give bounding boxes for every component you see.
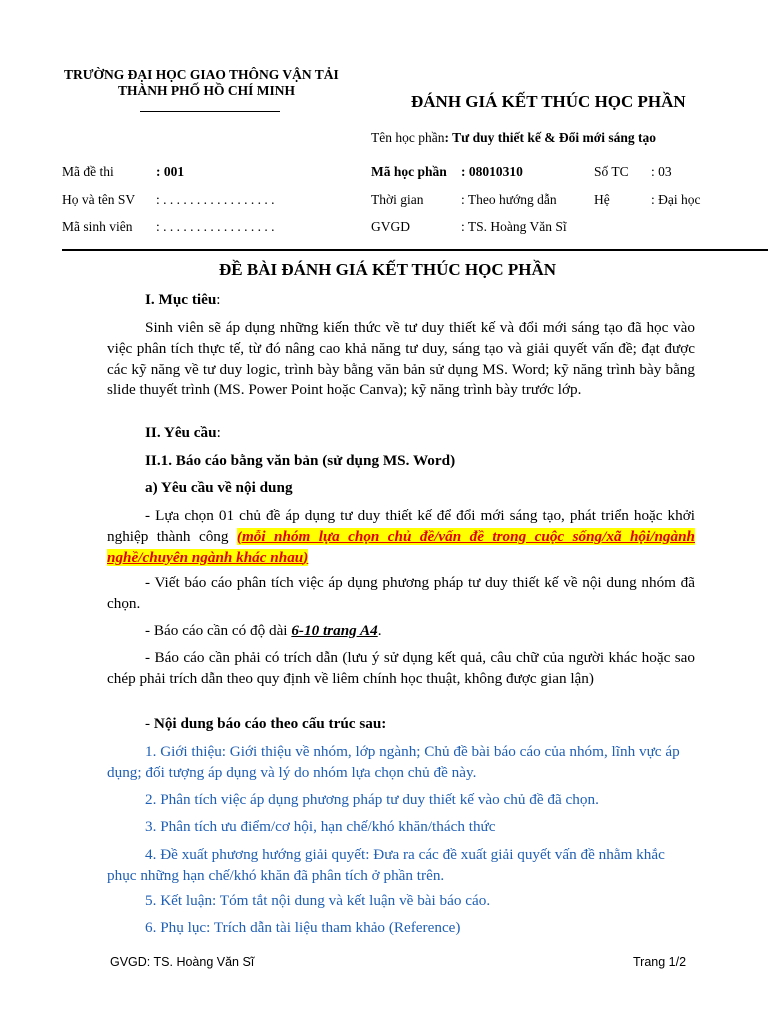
topic-highlight-close: ) xyxy=(303,548,309,566)
structure-item-2: 2. Phân tích việc áp dụng phương pháp tư duy thiết kế vào chủ đề đã chọn. xyxy=(145,791,599,808)
section-objectives-heading: I. Mục tiêu: xyxy=(145,291,221,308)
section-requirements-heading: II. Yêu cầu: xyxy=(145,424,221,441)
structure-item-5: 5. Kết luận: Tóm tắt nội dung và kết luận về bài báo cáo. xyxy=(145,892,491,909)
structure-item-1: 1. Giới thiệu: Giới thiệu về nhóm, lớp ngành; Chủ đề bài báo cáo của nhóm, lĩnh vực áp dụng; đối tượng áp dụng và lý do nhóm lựa chọn chủ đề này. xyxy=(107,743,680,781)
objectives-paragraph: Sinh viên sẽ áp dụng những kiến thức về tư duy thiết kế và đổi mới sáng tạo đã học vào việc phân tích thực tế, từ đó nâng cao khả năng tư duy, sáng tạo và giải quyết vấn đề; đạt được các kỹ năng về tư duy logic, trình bày bằng văn bản sử dụng MS. Word; kỹ năng trình bày bằng slide thuyết trình (MS. Power Point hoặc Canva); kỹ năng trình bày trước lớp. xyxy=(107,319,695,399)
time-value: : Theo hướng dẫn xyxy=(461,192,557,207)
footer-lecturer: GVGD: TS. Hoàng Văn Sĩ xyxy=(110,955,255,969)
requirement-topic: - Lựa chọn 01 chủ đề áp dụng tư duy thiết kế để đổi mới sáng tạo, phát triển hoặc khởi nghiệp thành công (mỗi nhóm lựa chọn chủ đề/vấn đề trong cuộc sống/xã hội/ngành nghề/chuyên ngành khác nhau) xyxy=(107,507,695,566)
report-subsection-heading: II.1. Báo cáo bằng văn bản (sử dụng MS. Word) xyxy=(145,452,456,469)
requirement-citation: - Báo cáo cần phải có trích dẫn (lưu ý sử dụng kết quả, câu chữ của người khác hoặc sao chép phải trích dẫn theo quy định về liêm chính học thuật, không được gian lận) xyxy=(107,649,695,687)
content-requirements-heading: a) Yêu cầu về nội dung xyxy=(145,479,293,496)
requirement-length: - Báo cáo cần có độ dài 6-10 trang A4. xyxy=(145,622,382,639)
lecturer-value: : TS. Hoàng Văn Sĩ xyxy=(461,219,567,234)
course-name-line xyxy=(371,130,656,146)
requirement-analysis: - Viết báo cáo phân tích việc áp dụng phương pháp tư duy thiết kế về nội dung nhóm đã chọn. xyxy=(107,574,695,612)
level-value: : Đại học xyxy=(651,192,701,207)
course-name-label: Tên học phần xyxy=(371,130,445,145)
credits-label: Số TC xyxy=(594,164,629,179)
university-underline xyxy=(140,111,280,112)
student-name-value: : . . . . . . . . . . . . . . . . . xyxy=(156,192,275,207)
exam-code-value: : 001 xyxy=(156,164,185,179)
topic-highlight-open: ( xyxy=(236,527,242,545)
student-id-value: : . . . . . . . . . . . . . . . . . xyxy=(156,219,275,234)
structure-item-4: 4. Đề xuất phương hướng giải quyết: Đưa ra các đề xuất giải quyết vấn đề nhằm khắc phục những hạn chế/khó khăn đã phân tích ở phần trên. xyxy=(107,846,665,884)
report-structure-heading: - Nội dung báo cáo theo cấu trúc sau: xyxy=(145,715,387,732)
course-code-label: Mã học phần xyxy=(371,164,447,179)
evaluation-title: ĐÁNH GIÁ KẾT THÚC HỌC PHẦN xyxy=(411,92,686,111)
footer-page-number: Trang 1/2 xyxy=(633,955,687,969)
structure-item-3: 3. Phân tích ưu điểm/cơ hội, hạn chế/khó khăn/thách thức xyxy=(145,818,496,835)
assignment-title: ĐỀ BÀI ĐÁNH GIÁ KẾT THÚC HỌC PHẦN xyxy=(219,260,557,279)
lecturer-label: GVGD xyxy=(371,219,410,234)
credits-value: : 03 xyxy=(651,164,672,179)
length-emphasis: 6-10 trang A4 xyxy=(291,622,378,639)
level-label: Hệ xyxy=(594,192,610,207)
exam-code-label: Mã đề thi xyxy=(62,164,114,179)
header-divider xyxy=(62,249,768,251)
university-name-line2: THÀNH PHỐ HỒ CHÍ MINH xyxy=(118,83,296,98)
course-name-value: : Tư duy thiết kế & Đổi mới sáng tạo xyxy=(444,130,656,145)
topic-highlight-note: mỗi nhóm lựa chọn chủ đề/vấn đề trong cuộc sống/xã hội/ngành nghề/chuyên ngành khác nhau xyxy=(107,527,695,566)
student-name-label: Họ và tên SV xyxy=(62,192,136,207)
course-code-value: : 08010310 xyxy=(461,164,523,179)
structure-item-6: 6. Phụ lục: Trích dẫn tài liệu tham khảo (Reference) xyxy=(145,919,461,936)
time-label: Thời gian xyxy=(371,192,424,207)
student-id-label: Mã sinh viên xyxy=(62,219,133,234)
university-name-line1: TRƯỜNG ĐẠI HỌC GIAO THÔNG VẬN TẢI xyxy=(64,67,339,82)
